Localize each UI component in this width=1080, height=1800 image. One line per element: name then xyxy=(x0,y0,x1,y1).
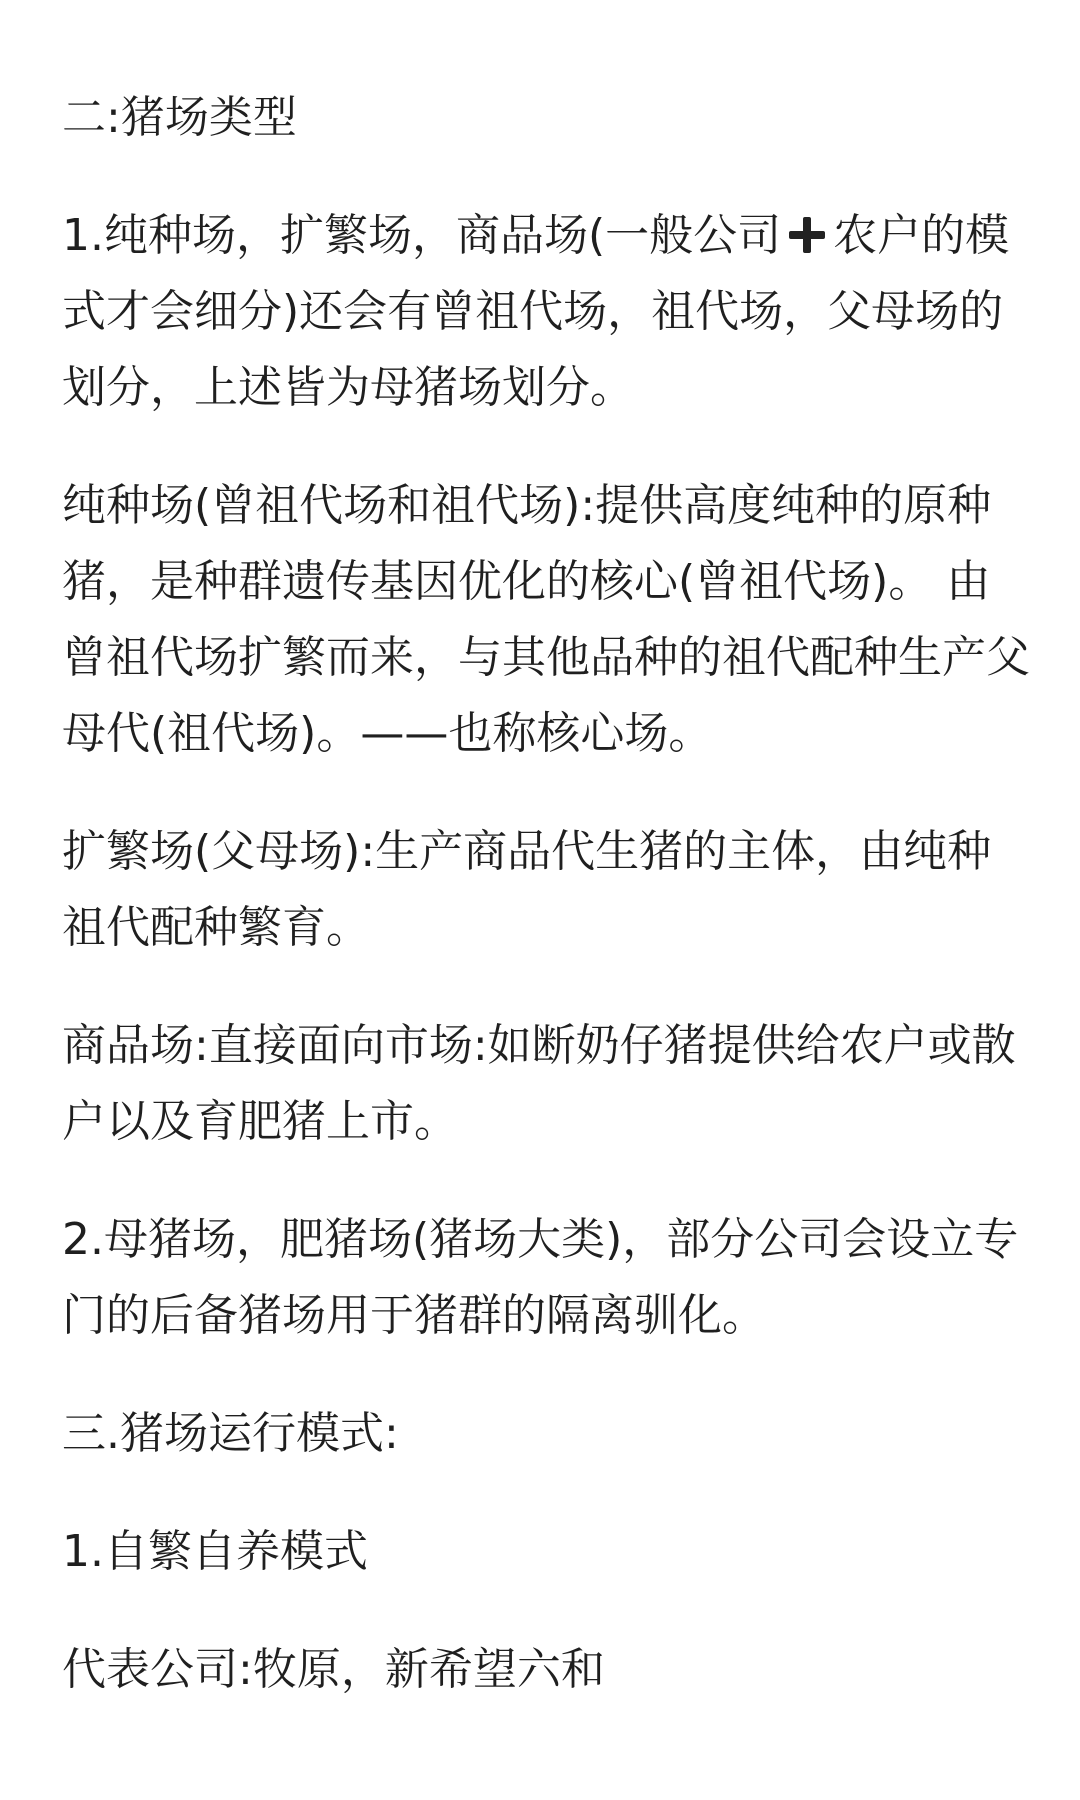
section-heading-pig-farm-types: 二:猪场类型 xyxy=(62,92,297,143)
article-body xyxy=(62,80,1030,1750)
plus-icon xyxy=(787,215,827,255)
paragraph-text-part-2: 农户的模式才会细分)还会有曾祖代场，祖代场，父母场的划分，上述皆为母猪场划分。 xyxy=(62,210,1010,413)
subheading-self-breeding-mode: 1.自繁自养模式 xyxy=(62,1526,368,1577)
paragraph-farm-categories xyxy=(62,198,1030,426)
section-heading-operation-modes: 三.猪场运行模式: xyxy=(62,1408,399,1459)
paragraph-pure-breed-farm: 纯种场(曾祖代场和祖代场):提供高度纯种的原种猪，是种群遗传基因优化的核心(曾祖代场)。 由曾祖代场扩繁而来，与其他品种的祖代配种生产父母代(祖代场)。——也称核心场。 xyxy=(62,480,1030,759)
paragraph-commercial-farm: 商品场:直接面向市场:如断奶仔猪提供给农户或散户以及育肥猪上市。 xyxy=(62,1020,1016,1147)
paragraph-text-part-1: 1.纯种场，扩繁场，商品场(一般公司 xyxy=(62,210,782,261)
paragraph-sow-and-finishing-farms: 2.母猪场，肥猪场(猪场大类)，部分公司会设立专门的后备猪场用于猪群的隔离驯化。 xyxy=(62,1214,1019,1341)
paragraph-multiplier-farm: 扩繁场(父母场):生产商品代生猪的主体，由纯种祖代配种繁育。 xyxy=(62,826,992,953)
paragraph-representative-companies: 代表公司:牧原，新希望六和 xyxy=(62,1644,605,1695)
